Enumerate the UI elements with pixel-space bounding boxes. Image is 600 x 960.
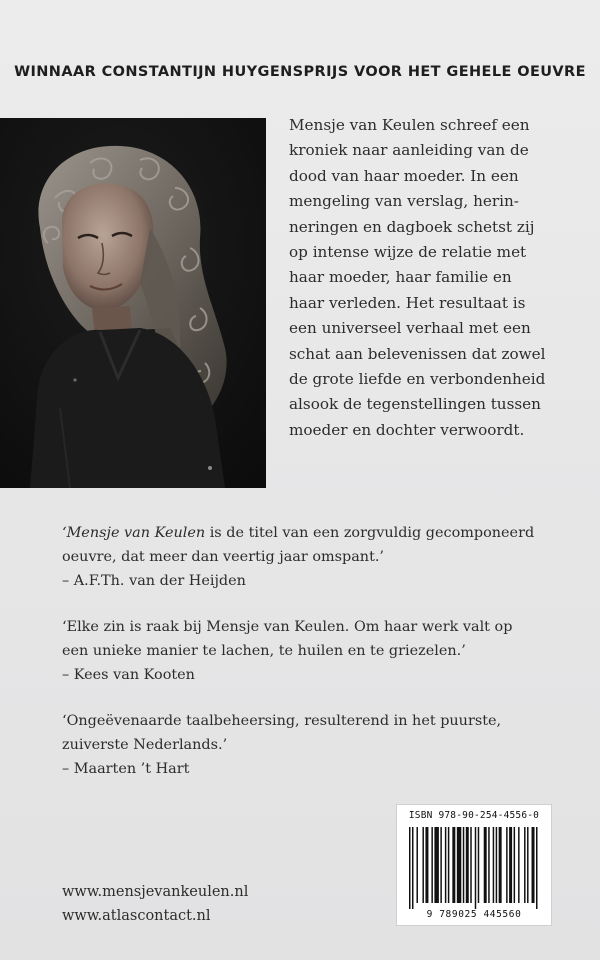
barcode-bar [434,827,438,903]
quote-author: – Maarten ’t Hart [62,760,190,777]
barcode-bar [463,827,464,903]
quote-line: ‘Ongeëvenaarde taalbeheersing, resulterend in het puurste, [62,713,502,729]
barcode-bar [499,827,502,903]
blurb-line: dood van haar moeder. In een [289,166,519,185]
blurb-line: moeder en dochter verwoordt. [289,420,525,439]
barcode-bar [478,827,479,903]
website-links [62,880,248,928]
barcode-bar [484,827,487,903]
author-portrait [0,118,266,488]
book-blurb [289,113,589,443]
quote-line: een unieke manier te lachen, te huilen en te griezelen.’ [62,642,466,659]
blurb-line: haar verleden. Het resultaat is [289,293,526,312]
ean-number: 9 789025 445560 [426,909,522,920]
blurb-line: schat aan belevenissen dat zowel [289,344,546,363]
review-quote-heijden [62,522,582,593]
blurb-line: Mensje van Keulen schreef een [289,116,530,134]
review-quote-kooten [62,616,582,687]
barcode-bar [493,827,494,903]
blurb-line: kroniek naar aanleiding van de [289,141,529,160]
barcode-bar [506,827,507,903]
quote-line: oeuvre, dat meer dan veertig jaar omspant.’ [62,548,385,565]
barcode-bar [409,827,410,909]
blurb-line: een universeel verhaal met een [289,319,531,338]
barcode-bar [514,827,515,903]
blurb-line: de grote liefde en verbondenheid [289,370,546,389]
isbn-barcode [396,804,552,926]
barcode-bar [532,827,535,903]
barcode-bar [509,827,512,903]
barcode-bar [518,827,519,903]
barcode-bar [440,827,441,903]
barcode-bar [452,827,455,903]
barcode-bar [457,827,461,903]
author-portrait-image [0,118,266,488]
isbn-number: ISBN 978-90-254-4556-0 [408,810,540,821]
quote-author: – Kees van Kooten [62,666,195,683]
barcode-bar [445,827,446,903]
barcode-bar [475,827,476,909]
blurb-line: alsook de tegenstellingen tussen [289,395,541,414]
award-headline: WINNAAR CONSTANTIJN HUYGENSPRIJS VOOR HET GEHELE OEUVRE [14,64,586,80]
barcode-bar [448,827,449,903]
quote-line: zuiverste Nederlands.’ [62,736,228,753]
barcode-bar [496,827,497,903]
review-quote-hart [62,710,582,781]
author-website-url: www.mensjevankeulen.nl [62,884,249,900]
barcode-bar [488,827,489,903]
barcode-bar [425,827,428,903]
barcode-bar [412,827,413,909]
quote-line [62,522,582,546]
barcode-bar [416,827,417,903]
blurb-line: neringen en dagboek schetst zij [289,217,535,236]
blurb-line: mengeling van verslag, herin- [289,192,519,211]
quote-line: ‘Elke zin is raak bij Mensje van Keulen. Om haar werk valt op [62,619,513,635]
barcode-bar [524,827,525,903]
barcode-bar [527,827,528,903]
barcode-bar [431,827,432,903]
barcode-icon [409,827,539,909]
barcode-bar [536,827,537,909]
quote-title-italic: ‘Mensje van Keulen [62,525,206,541]
barcode-bar [422,827,423,903]
blurb-line: haar moeder, haar familie en [289,268,512,287]
barcode-bar [466,827,469,903]
publisher-website-url: www.atlascontact.nl [62,908,211,924]
quote-author: – A.F.Th. van der Heijden [62,572,246,589]
quote-text: is de titel van een zorgvuldig gecomponeerd [205,525,535,541]
blurb-line: op intense wijze de relatie met [289,243,527,262]
barcode-bar [470,827,471,903]
